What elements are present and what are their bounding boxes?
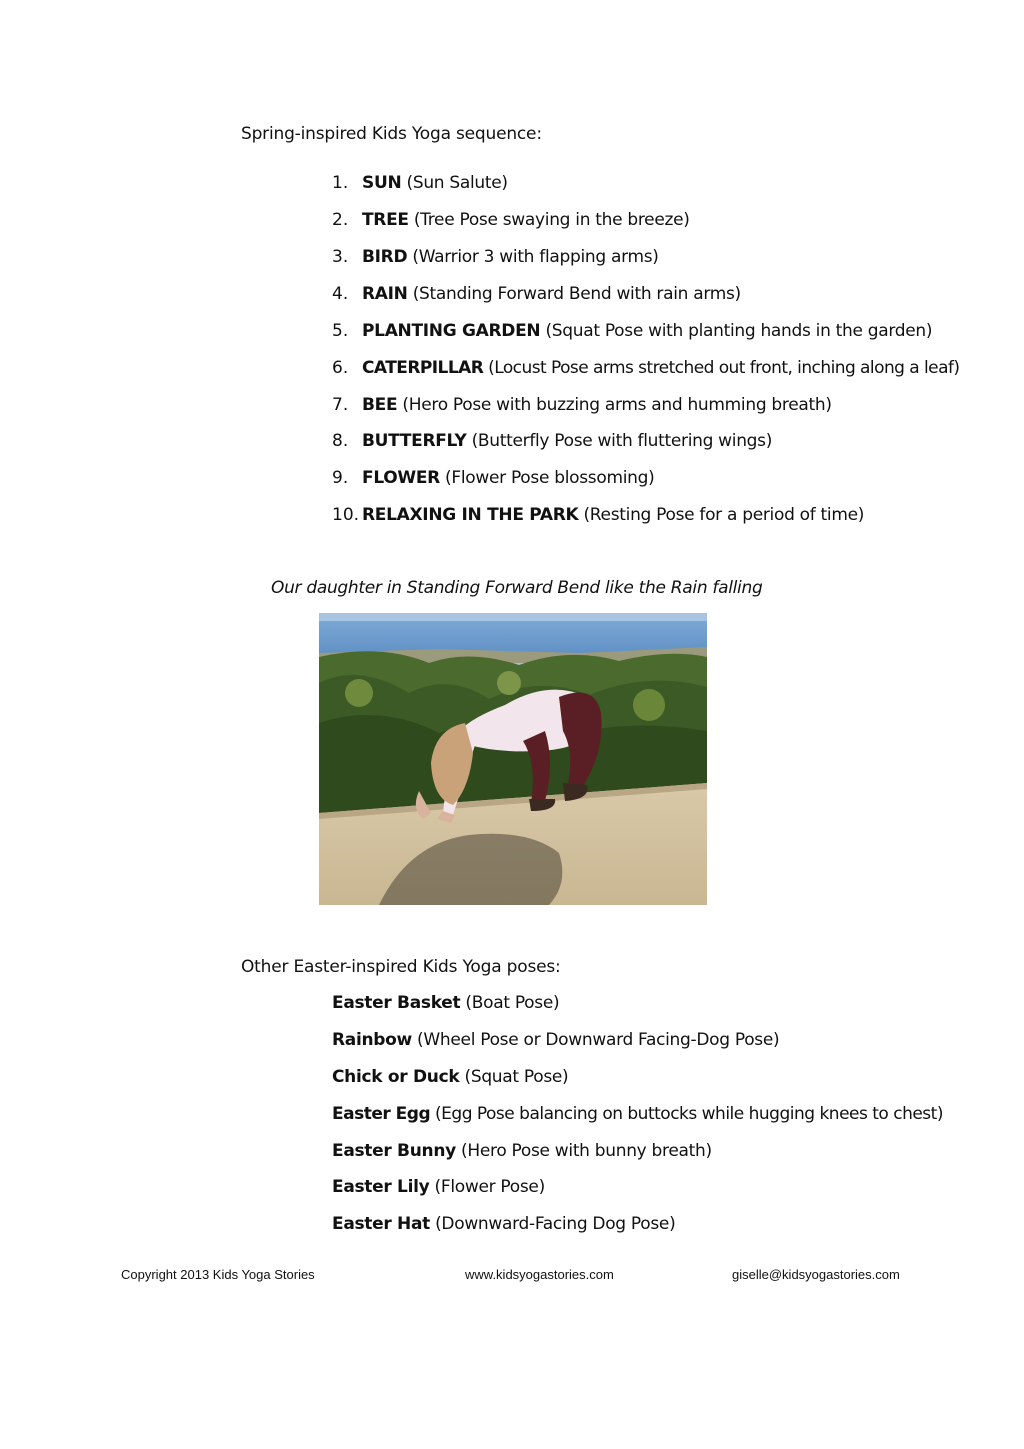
- pose-name: Easter Basket: [332, 993, 461, 1013]
- pose-description: (Hero Pose with bunny breath): [455, 1141, 712, 1161]
- item-number: 1.: [332, 173, 349, 193]
- pose-description: (Boat Pose): [460, 993, 560, 1013]
- photo-illustration: [319, 613, 707, 905]
- pose-description: (Tree Pose swaying in the breeze): [408, 210, 690, 230]
- item-number: 5.: [332, 321, 349, 341]
- item-number: 6.: [332, 358, 349, 378]
- item-text: [362, 172, 508, 194]
- item-text: [362, 283, 741, 305]
- pose-name: BUTTERFLY: [362, 431, 467, 451]
- pose-name: Easter Egg: [332, 1104, 431, 1124]
- pose-name: RAIN: [362, 284, 408, 304]
- yoga-photo: [319, 613, 707, 905]
- photo-caption: Our daughter in Standing Forward Bend like the Rain falling: [271, 578, 763, 598]
- pose-description: (Hero Pose with buzzing arms and humming breath): [397, 395, 832, 415]
- item-text: [362, 394, 832, 416]
- pose-name: BIRD: [362, 247, 408, 267]
- pose-name: CATERPILLAR: [362, 358, 484, 378]
- pose-description: (Resting Pose for a period of time): [578, 505, 865, 525]
- item-text: [362, 320, 932, 342]
- item-number: 4.: [332, 284, 349, 304]
- item-text: [362, 504, 864, 526]
- item-number: 3.: [332, 247, 349, 267]
- item-number: 2.: [332, 210, 349, 230]
- pose-description: (Wheel Pose or Downward Facing-Dog Pose): [411, 1030, 780, 1050]
- item-text: [362, 246, 659, 268]
- pose-name: Rainbow: [332, 1030, 412, 1050]
- pose-description: (Standing Forward Bend with rain arms): [407, 284, 741, 304]
- pose-description: (Locust Pose arms stretched out front, inching along a leaf): [483, 358, 960, 378]
- pose-description: (Egg Pose balancing on buttocks while hugging knees to chest): [430, 1104, 943, 1124]
- item-text: [362, 209, 690, 231]
- item-number: 7.: [332, 395, 349, 415]
- list-item: [332, 1066, 568, 1088]
- pose-description: (Squat Pose): [459, 1067, 569, 1087]
- pose-description: (Sun Salute): [401, 173, 508, 193]
- sequence-heading: Spring-inspired Kids Yoga sequence:: [241, 124, 542, 144]
- pose-description: (Butterfly Pose with fluttering wings): [466, 431, 773, 451]
- list-item: [332, 1029, 779, 1051]
- list-item: [332, 1103, 943, 1125]
- other-poses-heading: Other Easter-inspired Kids Yoga poses:: [241, 957, 561, 977]
- pose-name: BEE: [362, 395, 398, 415]
- list-item: [332, 1213, 675, 1235]
- list-item: [332, 1140, 712, 1162]
- footer-website-link[interactable]: www.kidsyogastories.com: [465, 1267, 614, 1282]
- list-item: [332, 992, 559, 1014]
- pose-description: (Warrior 3 with flapping arms): [407, 247, 659, 267]
- pose-name: SUN: [362, 173, 402, 193]
- pose-name: FLOWER: [362, 468, 440, 488]
- pose-name: PLANTING GARDEN: [362, 321, 541, 341]
- footer-copyright: Copyright 2013 Kids Yoga Stories: [121, 1267, 315, 1282]
- pose-name: TREE: [362, 210, 409, 230]
- pose-name: Easter Lily: [332, 1177, 430, 1197]
- item-number: 8.: [332, 431, 349, 451]
- pose-description: (Flower Pose blossoming): [439, 468, 655, 488]
- pose-name: Easter Bunny: [332, 1141, 456, 1161]
- item-text: [362, 430, 772, 452]
- pose-description: (Squat Pose with planting hands in the garden): [540, 321, 933, 341]
- item-number: 9.: [332, 468, 349, 488]
- pose-description: (Flower Pose): [429, 1177, 545, 1197]
- pose-name: RELAXING IN THE PARK: [362, 505, 579, 525]
- pose-name: Easter Hat: [332, 1214, 430, 1234]
- item-text: [362, 357, 959, 379]
- footer-email-link[interactable]: giselle@kidsyogastories.com: [732, 1267, 900, 1282]
- list-item: [332, 1176, 545, 1198]
- pose-description: (Downward-Facing Dog Pose): [430, 1214, 676, 1234]
- item-text: [362, 467, 654, 489]
- item-number: 10.: [332, 505, 360, 525]
- pose-name: Chick or Duck: [332, 1067, 460, 1087]
